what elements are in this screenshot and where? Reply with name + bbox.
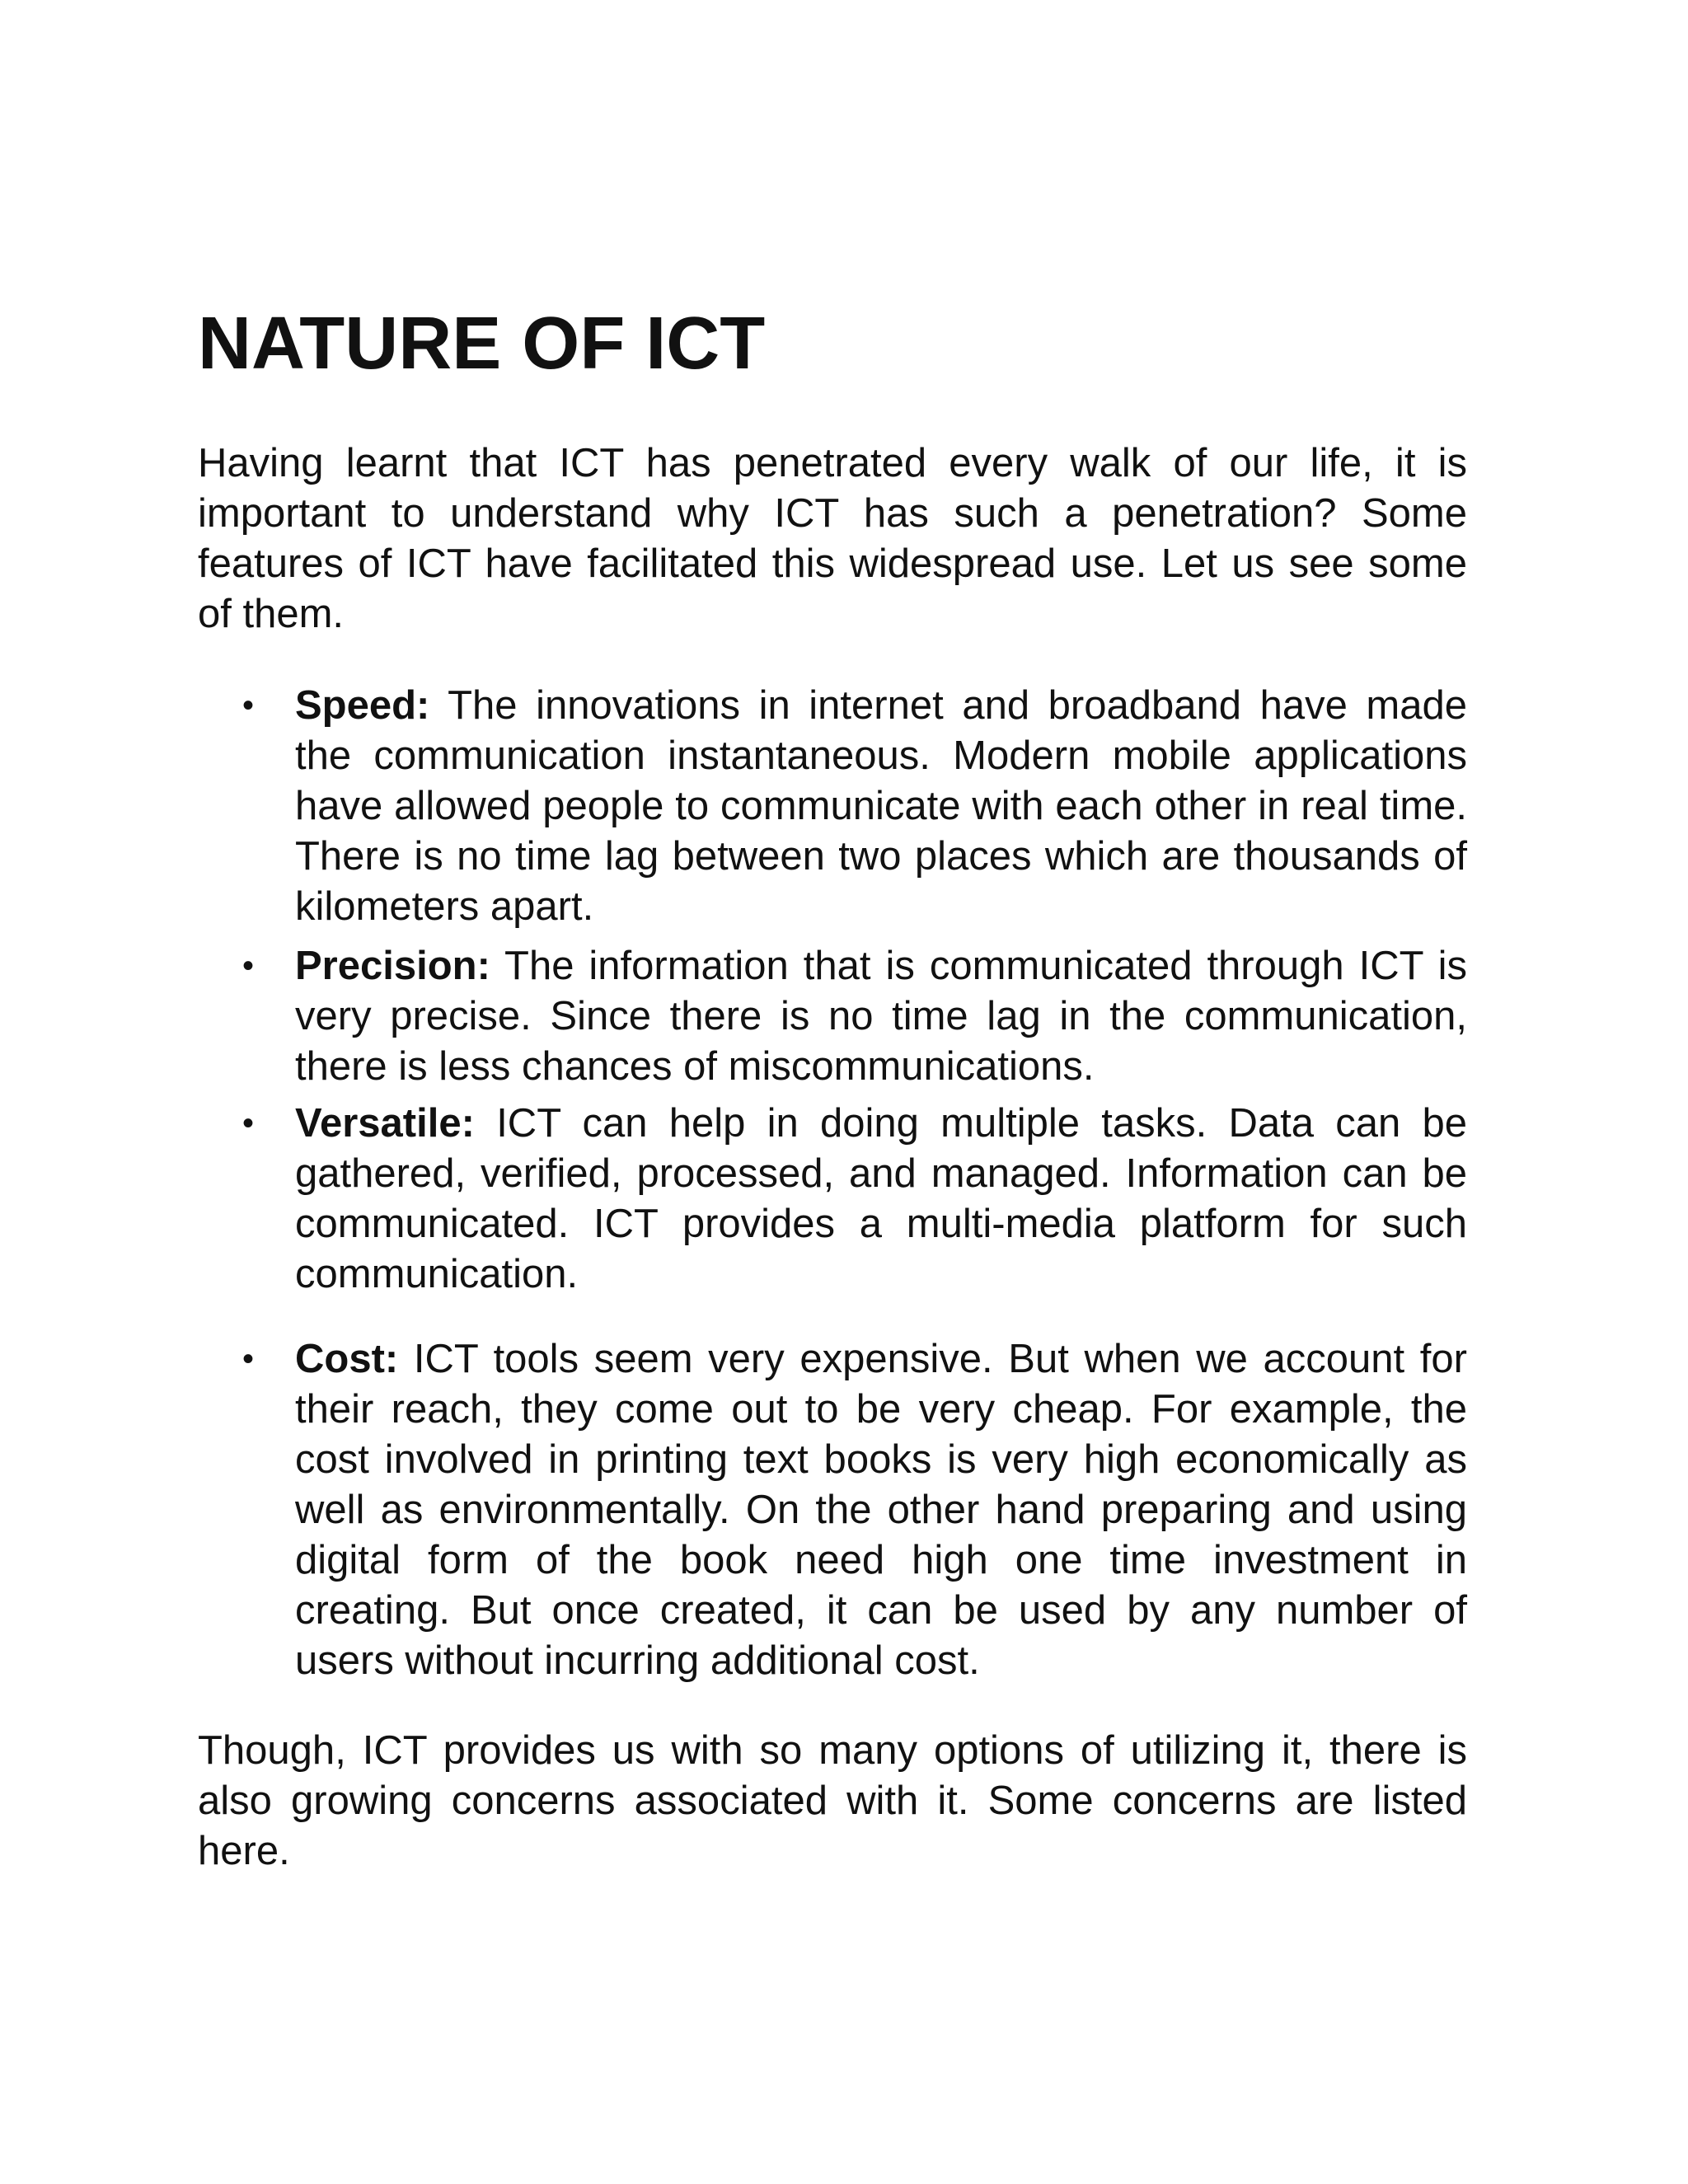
page-title: NATURE OF ICT [198, 302, 766, 385]
list-item-text [295, 941, 1467, 1092]
feature-term: Precision: [295, 944, 490, 988]
feature-term: Speed: [295, 683, 430, 728]
feature-description: ICT can help in doing multiple tasks. Data can be gathered, verified, processed, and managed. Information can be communicated. ICT provides a multi-media platform for such communication. [295, 1101, 1468, 1296]
list-item-text [295, 681, 1467, 932]
feature-description: The innovations in internet and broadband have made the communication instantaneous. Modern mobile applications have allowed people to communicate with each other in real time. There is no time lag between two places which are thousands of kilometers apart. [295, 683, 1467, 929]
bullet-icon: • [242, 1105, 255, 1141]
feature-term: Versatile: [295, 1101, 475, 1146]
feature-term: Cost: [295, 1337, 399, 1381]
list-item-text [295, 1099, 1467, 1300]
list-item-text [295, 1334, 1467, 1686]
feature-description: The information that is communicated through ICT is very precise. Since there is no time lag in the communication, there is less chances of miscommunications. [295, 944, 1467, 1089]
bullet-icon: • [242, 687, 255, 724]
closing-paragraph: Though, ICT provides us with so many options of utilizing it, there is also growing concerns associated with it. Some concerns are listed here. [198, 1728, 1467, 1873]
feature-description: ICT tools seem very expensive. But when we account for their reach, they come out to be very cheap. For example, the cost involved in printing text books is very high economically as well as environmentally. On the other hand preparing and using digital form of the book need high one time investment in creating. But once created, it can be used by any number of users without incurring additional cost. [295, 1337, 1467, 1683]
bullet-icon: • [242, 1341, 255, 1377]
bullet-icon: • [242, 948, 255, 984]
intro-paragraph: Having learnt that ICT has penetrated every walk of our life, it is important to understand why ICT has such a penetration? Some features of ICT have facilitated this widespread use. Let us see some of them. [198, 441, 1467, 636]
